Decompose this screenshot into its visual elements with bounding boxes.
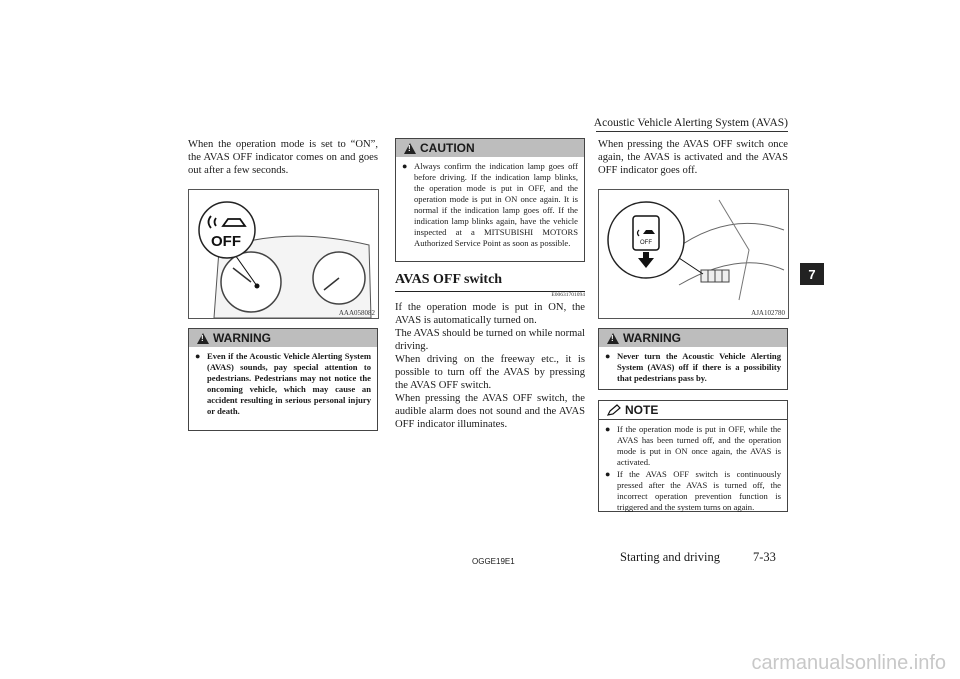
note-item: ● If the AVAS OFF switch is continuously pressed after the AVAS is turned off, the incorrect operation prevention function is triggered and the system turns on again. bbox=[605, 469, 781, 512]
section-body bbox=[395, 301, 585, 431]
warning-box-col3 bbox=[598, 328, 788, 390]
dashboard-switch-figure bbox=[598, 189, 789, 319]
bullet-icon: ● bbox=[605, 424, 611, 434]
paragraph: When driving on the freeway etc., it is possible to turn off the AVAS by pressing the AVAS OFF switch. bbox=[395, 354, 585, 391]
bullet-icon: ● bbox=[605, 351, 611, 361]
warning-item: ● Even if the Acoustic Vehicle Alerting System (AVAS) sounds, pay special attention to pedestrians. Pedestrians may not notice the oncoming vehicle, which may cause an accident resulting in serious personal injury or death. bbox=[195, 351, 371, 416]
bullet-icon: ● bbox=[402, 161, 408, 171]
header-rule bbox=[596, 131, 788, 132]
warning-item: ● Never turn the Acoustic Vehicle Alerting System (AVAS) off if there is a possibility that pedestrians pass by. bbox=[605, 351, 781, 383]
warning-triangle-icon bbox=[197, 333, 209, 344]
footer-chapter: Starting and driving bbox=[620, 550, 720, 564]
footer-code: OGGE19E1 bbox=[472, 557, 515, 566]
note-pencil-icon bbox=[607, 404, 621, 416]
section-title: AVAS OFF switch bbox=[395, 272, 503, 287]
warning-triangle-icon bbox=[607, 333, 619, 344]
off-indicator-label: OFF bbox=[211, 233, 241, 250]
note-box bbox=[598, 400, 788, 512]
instrument-cluster-illustration bbox=[189, 190, 378, 318]
warning-box-col1 bbox=[188, 328, 378, 431]
section-code: E00631701094 bbox=[551, 292, 585, 298]
figure-code: AJA102780 bbox=[751, 309, 785, 317]
figure-code: AAA058082 bbox=[338, 309, 375, 317]
warning-header bbox=[189, 329, 377, 347]
dashboard-switch-illustration bbox=[599, 190, 788, 318]
caution-item: ● Always confirm the indication lamp goes off before driving. If the indication lamp blinks, the operation mode is put in OFF, and the operation mode is put in ON once again. It is normal if the indication lamp goes off. If the indication lamp blinks again, have the vehicle inspected at a MITSUBISHI MOTORS Authorized Service Point as soon as possible. bbox=[402, 161, 578, 248]
running-head: Acoustic Vehicle Alerting System (AVAS) bbox=[593, 117, 788, 129]
note-title: NOTE bbox=[625, 403, 659, 417]
caution-triangle-icon bbox=[404, 143, 416, 154]
bullet-icon: ● bbox=[195, 351, 201, 361]
instrument-cluster-figure bbox=[188, 189, 379, 319]
note-header bbox=[599, 401, 787, 420]
warning-title: WARNING bbox=[623, 331, 681, 345]
caution-title: CAUTION bbox=[420, 141, 475, 155]
paragraph: If the operation mode is put in ON, the AVAS is automatically turned on. bbox=[395, 302, 585, 326]
note-item: ● If the operation mode is put in OFF, while the AVAS has been turned off, and the operation mode is put in ON once again, the AVAS is activated. bbox=[605, 424, 781, 467]
warning-header bbox=[599, 329, 787, 347]
switch-off-label: OFF bbox=[640, 240, 652, 246]
watermark[interactable]: carmanualsonline.info bbox=[751, 652, 946, 674]
intro-paragraph-col3: When pressing the AVAS OFF switch once again, the AVAS is activated and the AVAS OFF indicator goes off. bbox=[598, 139, 788, 176]
section-heading bbox=[395, 272, 585, 298]
paragraph: The AVAS should be turned on while normal driving. bbox=[395, 328, 585, 352]
intro-paragraph-col1: When the operation mode is set to “ON”, the AVAS OFF indicator comes on and goes out after a few seconds. bbox=[188, 139, 378, 176]
page-number: 7-33 bbox=[753, 550, 776, 564]
caution-header bbox=[396, 139, 584, 157]
chapter-tab: 7 bbox=[800, 263, 824, 285]
bullet-icon: ● bbox=[605, 469, 611, 479]
paragraph: When pressing the AVAS OFF switch, the audible alarm does not sound and the AVAS OFF indicator illuminates. bbox=[395, 393, 585, 430]
warning-title: WARNING bbox=[213, 331, 271, 345]
caution-box bbox=[395, 138, 585, 262]
